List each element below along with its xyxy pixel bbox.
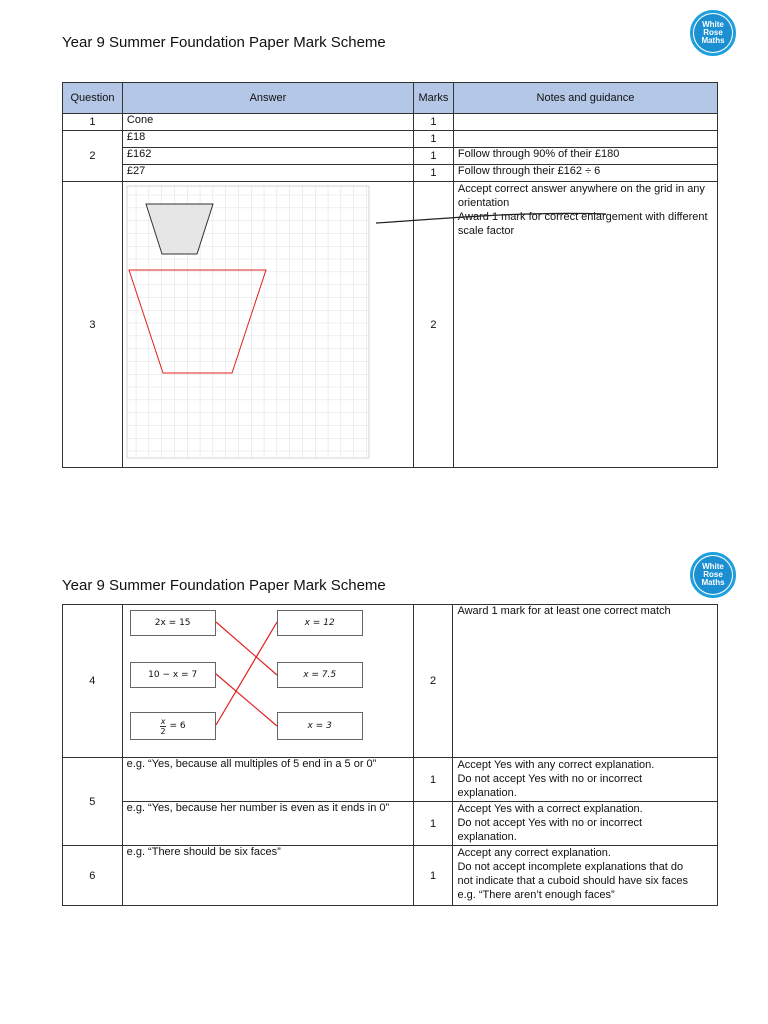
q4-notes: Award 1 mark for at least one correct match <box>453 605 718 758</box>
annotation-pen-stroke <box>370 205 610 230</box>
left-box-2: 10 − x = 7 <box>130 662 216 688</box>
mark-scheme-table-1 <box>62 82 718 468</box>
q3-notes: Accept correct answer anywhere on the grid in any orientation Award 1 mark for correct enlargement with different scale factor <box>453 182 717 468</box>
match-line-3 <box>216 622 277 725</box>
q2a-marks: 1 <box>413 131 453 148</box>
match-line-1 <box>216 622 277 675</box>
q6-number: 6 <box>63 846 123 906</box>
q2b-answer: £162 <box>122 148 413 165</box>
left-box-1: 2x = 15 <box>130 610 216 636</box>
q3-marks: 2 <box>413 182 453 468</box>
q2a-notes <box>453 131 717 148</box>
fraction-x-over-2: $\frac{x}{2}$ <box>160 716 166 736</box>
q2b-notes: Follow through 90% of their £180 <box>453 148 717 165</box>
header-notes: Notes and guidance <box>453 83 717 114</box>
header-marks: Marks <box>413 83 453 114</box>
white-rose-maths-logo-2: White Rose Maths <box>690 552 736 598</box>
match-lines <box>123 605 413 757</box>
left-box-3: $\frac{x}{2}$ = 6 <box>130 712 216 740</box>
q1-answer: Cone <box>122 114 413 131</box>
header-answer: Answer <box>122 83 413 114</box>
q5a-marks: 1 <box>413 758 453 802</box>
q2-number: 2 <box>63 131 123 182</box>
q4-answer-cell <box>122 605 413 758</box>
q2c-answer: £27 <box>122 165 413 182</box>
right-box-3: x = 3 <box>277 712 363 740</box>
q5b-marks: 1 <box>413 802 453 846</box>
q4-number: 4 <box>63 605 123 758</box>
q5-number: 5 <box>63 758 123 846</box>
white-rose-maths-logo: White Rose Maths <box>690 10 736 56</box>
right-box-1: x = 12 <box>277 610 363 636</box>
q5b-notes: Accept Yes with a correct explanation. Do not accept Yes with no or incorrect explanation. <box>453 802 718 846</box>
page-title: Year 9 Summer Foundation Paper Mark Scheme <box>62 34 386 51</box>
q2b-marks: 1 <box>413 148 453 165</box>
page-title-2: Year 9 Summer Foundation Paper Mark Scheme <box>62 577 386 594</box>
q5b-answer: e.g. “Yes, because her number is even as it ends in 0” <box>122 802 413 846</box>
right-box-2: x = 7.5 <box>277 662 363 688</box>
mark-scheme-table-2 <box>62 604 718 906</box>
q1-marks: 1 <box>413 114 453 131</box>
q5a-answer: e.g. “Yes, because all multiples of 5 end in a 5 or 0” <box>122 758 413 802</box>
q3-number: 3 <box>63 182 123 468</box>
q6-answer: e.g. “There should be six faces” <box>122 846 413 906</box>
q2a-answer: £18 <box>122 131 413 148</box>
q1-number: 1 <box>63 114 123 131</box>
q5a-notes: Accept Yes with any correct explanation. Do not accept Yes with no or incorrect explanation. <box>453 758 718 802</box>
q6-notes: Accept any correct explanation. Do not accept incomplete explanations that do not indicate that a cuboid should have six faces e.g. “There aren’t enough faces” <box>453 846 718 906</box>
q1-notes <box>453 114 717 131</box>
header-question: Question <box>63 83 123 114</box>
q6-marks: 1 <box>413 846 453 906</box>
q4-marks: 2 <box>413 605 453 758</box>
q2c-notes: Follow through their £162 ÷ 6 <box>453 165 717 182</box>
match-line-2 <box>216 674 277 726</box>
q2c-marks: 1 <box>413 165 453 182</box>
